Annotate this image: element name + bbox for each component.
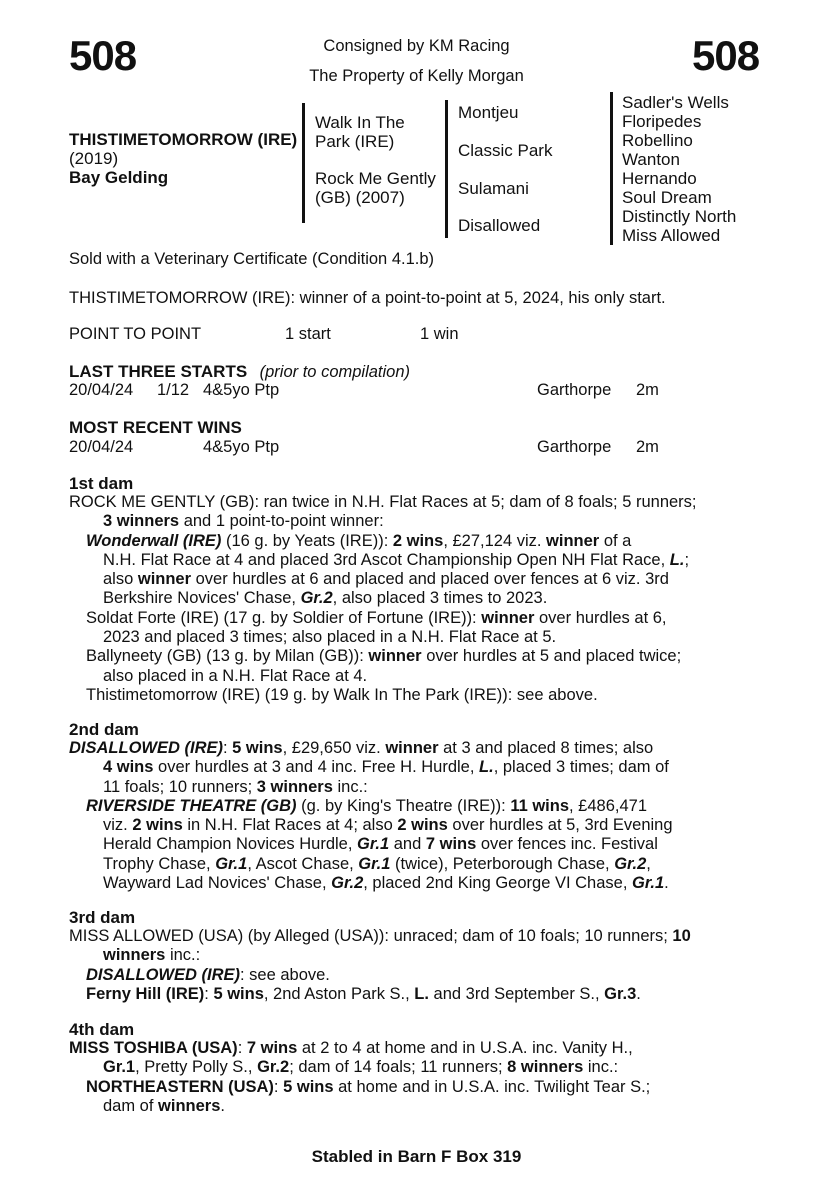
ptp-wins: 1 win: [420, 325, 459, 343]
pedigree-gen2-item: Sulamani: [458, 179, 529, 198]
recent-wins-title: MOST RECENT WINS: [69, 418, 242, 437]
last-start-race: 4&5yo Ptp: [203, 381, 280, 399]
pedigree-divider-2: [445, 100, 448, 238]
dam2-text: DISALLOWED (IRE): 5 wins, £29,650 viz. winner at 3 and placed 8 times; also 4 wins over hurdles at 3 and 4 inc. Free H. Hurdle, L., placed 3 times; dam of 11 foals; 10 runners; 3 winners inc.: RIVERSIDE THEATRE (GB) (g. by King's Theatre (IRE)): 11 wins, £486,471 viz. 2 wins in N.H. Flat Races at 4; also 2 wins over hurdles at 5, 3rd Evening Herald Champion Novices Hurdle, Gr.1 and 7 wins over fences inc. Festival Trophy Chase, Gr.1, Ascot Chase, Gr.1 (twice), Peterborough Chase, Gr.2, Wayward Lad Novices' Chase, Gr.2, placed 2nd King George VI Chase, Gr.1.: [69, 739, 673, 893]
pedigree-gen3-item: Floripedes: [622, 112, 702, 131]
pedigree-sire: Walk In The Park (IRE): [315, 113, 405, 151]
vet-note: Sold with a Veterinary Certificate (Condition 4.1.b): [69, 250, 435, 268]
dam3-heading: 3rd dam: [69, 908, 136, 927]
pedigree-gen2-item: Classic Park: [458, 141, 553, 160]
last-start-distance: 2m: [636, 381, 659, 399]
stabling-info: Stabled in Barn F Box 319: [311, 1147, 522, 1166]
last-starts-title: LAST THREE STARTS: [69, 362, 248, 381]
recent-win-course: Garthorpe: [537, 438, 612, 456]
last-starts-heading: [69, 362, 410, 382]
ptp-label: POINT TO POINT: [69, 325, 202, 343]
dam1-text: ROCK ME GENTLY (GB): ran twice in N.H. Flat Races at 5; dam of 8 foals; 5 runners; 3 winners and 1 point-to-point winner: Wonderwall (IRE) (16 g. by Yeats (IRE)): 2 wins, £27,124 viz. winner of a N.H. Flat Race at 4 and placed 3rd Ascot Championship Open NH Flat Race, L.; also winner over hurdles at 6 and placed and placed over fences at 6 viz. 3rd Berkshire Novices' Chase, Gr.2, also placed 3 times to 2023. Soldat Forte (IRE) (17 g. by Soldier of Fortune (IRE)): winner over hurdles at 6, 2023 and placed 3 times; also placed in a N.H. Flat Race at 5. Ballyneety (GB) (13 g. by Milan (GB)): winner over hurdles at 5 and placed twice; also placed in a N.H. Flat Race at 4. Thistimetomorrow (IRE) (19 g. by Walk In The Park (IRE)): see above.: [69, 493, 697, 704]
pedigree-dam: Rock Me Gently (GB) (2007): [315, 169, 436, 207]
last-start-date: 20/04/24: [69, 381, 134, 399]
dam4-heading: 4th dam: [69, 1020, 135, 1039]
dam2-heading: 2nd dam: [69, 720, 139, 739]
race-summary: THISTIMETOMORROW (IRE): winner of a point-to-point at 5, 2024, his only start.: [69, 289, 666, 307]
last-start-course: Garthorpe: [537, 381, 612, 399]
pedigree-gen3-list: [622, 93, 736, 245]
consignor: Consigned by KM Racing: [323, 37, 510, 55]
lot-number-right: 508: [692, 32, 760, 79]
pedigree-gen3-item: Soul Dream: [622, 188, 712, 207]
recent-win-race: 4&5yo Ptp: [203, 438, 280, 456]
recent-win-distance: 2m: [636, 438, 659, 456]
pedigree-gen2-item: Disallowed: [458, 216, 541, 235]
dam4-text: MISS TOSHIBA (USA): 7 wins at 2 to 4 at home and in U.S.A. inc. Vanity H., Gr.1, Pretty Polly S., Gr.2; dam of 14 foals; 11 runners; 8 winners inc.: NORTHEASTERN (USA): 5 wins at home and in U.S.A. inc. Twilight Tear S.; dam of winners.: [69, 1039, 651, 1115]
horse-info: [69, 130, 304, 187]
dam3-text: MISS ALLOWED (USA) (by Alleged (USA)): unraced; dam of 10 foals; 10 runners; 10 winners inc.: DISALLOWED (IRE): see above. Ferny Hill (IRE): 5 wins, 2nd Aston Park S., L. and 3rd September S., Gr.3.: [69, 927, 691, 1003]
horse-year: (2019): [69, 149, 119, 168]
last-starts-note: (prior to compilation): [259, 363, 411, 381]
property-owner: The Property of Kelly Morgan: [309, 67, 524, 85]
pedigree-divider-1: [302, 103, 305, 223]
ptp-starts: 1 start: [285, 325, 331, 343]
pedigree-gen3-item: Hernando: [622, 169, 697, 188]
pedigree-gen3-item: Robellino: [622, 131, 693, 150]
pedigree-gen3-item: Distinctly North: [622, 207, 737, 226]
pedigree-gen3-item: Wanton: [622, 150, 680, 169]
pedigree-gen3-item: Miss Allowed: [622, 226, 721, 245]
pedigree-divider-3: [610, 92, 613, 245]
pedigree-gen2-item: Montjeu: [458, 103, 519, 122]
horse-description: Bay Gelding: [69, 168, 169, 187]
dam1-heading: 1st dam: [69, 474, 134, 493]
last-start-position: 1/12: [157, 381, 190, 399]
lot-number-left: 508: [69, 32, 137, 79]
horse-name: THISTIMETOMORROW (IRE): [69, 130, 298, 149]
recent-win-date: 20/04/24: [69, 438, 134, 456]
pedigree-gen3-item: Sadler's Wells: [622, 93, 729, 112]
